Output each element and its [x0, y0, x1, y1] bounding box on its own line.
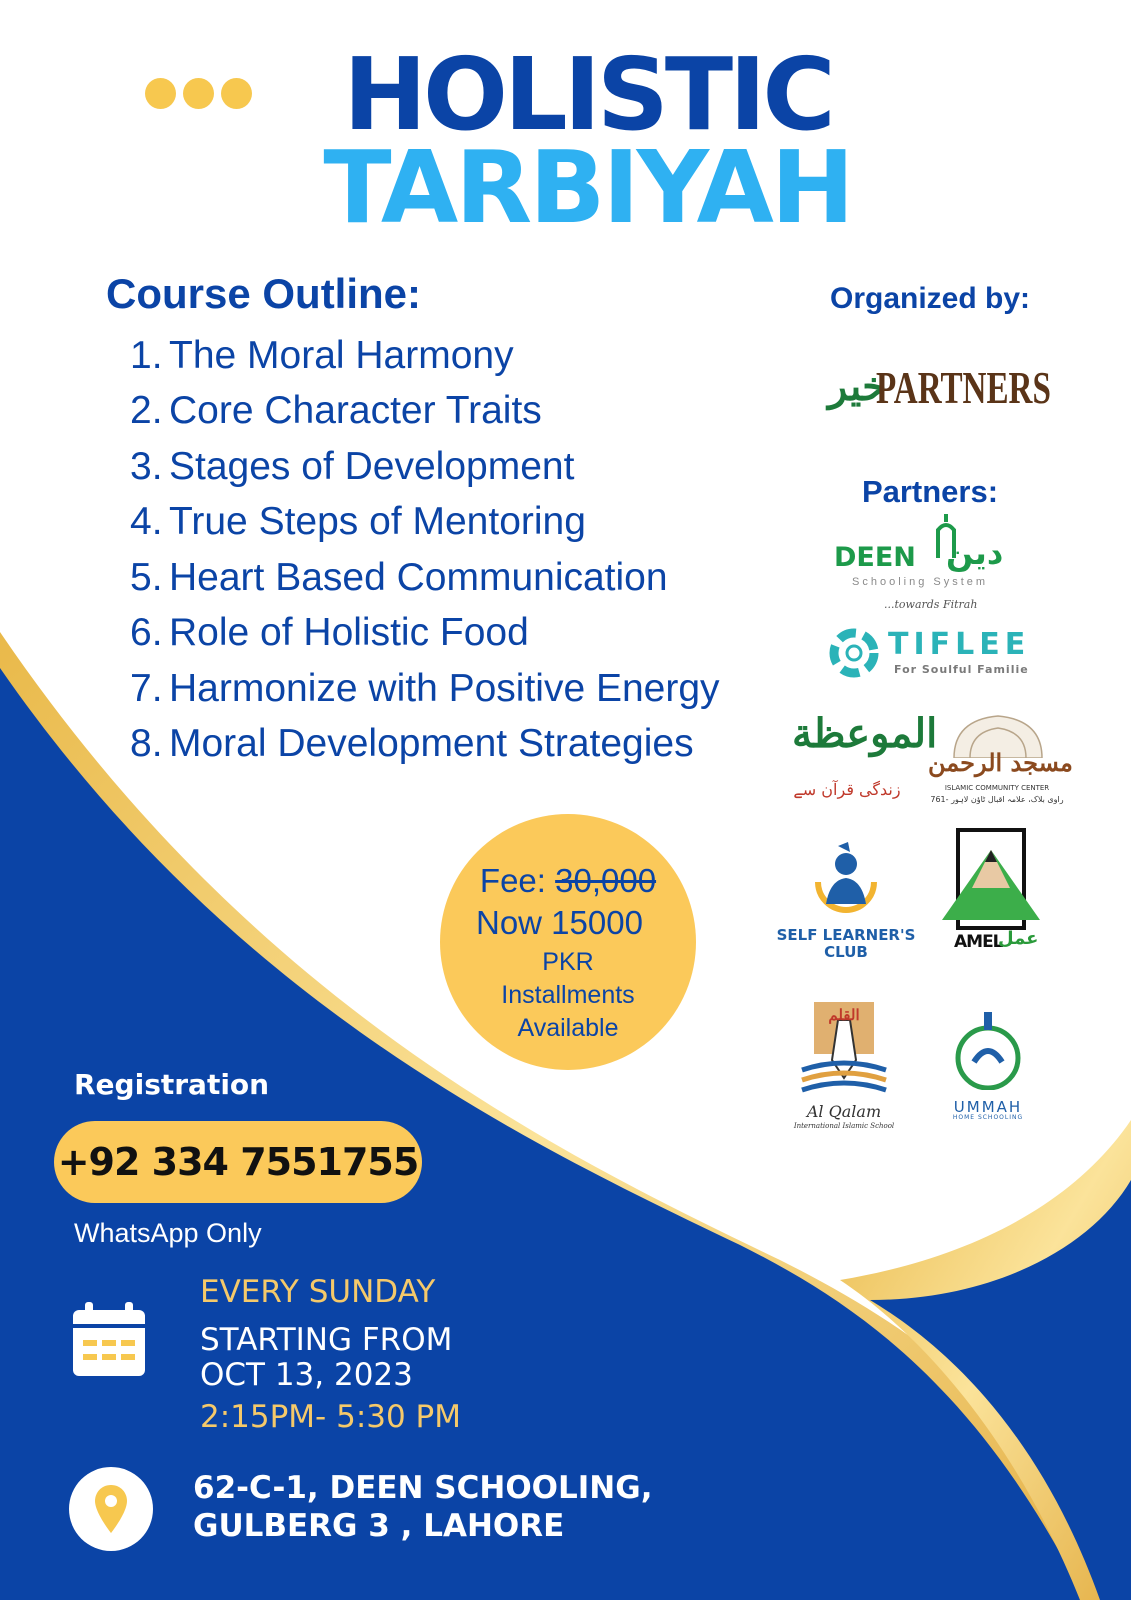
- course-outline-heading: Course Outline:: [106, 270, 422, 317]
- registration-label: Registration: [74, 1068, 270, 1101]
- fee-line: Fee: 30,000: [479, 862, 657, 899]
- available-text: Available: [517, 1014, 619, 1042]
- tiflee-logo: TIFLEE For Soulful Familie: [828, 625, 1038, 681]
- list-item: 2. Core Character Traits: [130, 389, 542, 433]
- list-item: 4. True Steps of Mentoring: [130, 500, 586, 544]
- al-qalam-logo: القلم Al Qalam International Islamic School: [784, 1000, 904, 1136]
- organized-by-heading: Organized by:: [829, 282, 1031, 315]
- tiflee-swirl-icon: [828, 627, 880, 679]
- ummah-emblem-icon: [952, 1010, 1024, 1090]
- new-price: Now 15000: [476, 904, 643, 941]
- list-item: 3. Stages of Development: [130, 444, 575, 488]
- deen-schooling-logo: DEEN دین Schooling System ...towards Fitrah: [830, 512, 1030, 612]
- list-item: 8. Moral Development Strategies: [130, 722, 694, 766]
- currency: PKR: [542, 948, 594, 976]
- dot: [145, 78, 176, 109]
- location-badge: [69, 1467, 153, 1551]
- partners-heading: Partners:: [861, 474, 999, 509]
- list-item: 1. The Moral Harmony: [130, 333, 514, 377]
- reader-icon: [804, 842, 888, 916]
- khair-partners-logo: [828, 355, 1051, 435]
- al-mauizah-logo: الموعظة زندگی قرآن سے: [792, 710, 938, 799]
- schedule-date: OCT 13, 2023: [200, 1357, 413, 1393]
- course-outline-list: [130, 328, 720, 772]
- schedule-starting: STARTING FROM: [200, 1322, 453, 1358]
- islamic-community-center-logo: مسجد الرحمن ISLAMIC COMMUNITY CENTER 761- راوی بلاک، علامہ اقبال ٹاؤن لاہور: [928, 714, 1066, 808]
- location-pin-icon: [93, 1483, 129, 1535]
- installments-text: Installments: [501, 981, 635, 1009]
- old-price: 30,000: [555, 862, 657, 899]
- self-learners-club-logo: SELF LEARNER'S CLUB: [776, 842, 916, 960]
- phone-number[interactable]: +92 334 7551755: [54, 1121, 422, 1203]
- list-item: 7. Harmonize with Positive Energy: [130, 666, 720, 710]
- calendar-icon: [71, 1302, 147, 1378]
- list-item: 6. Role of Holistic Food: [130, 611, 529, 655]
- title-line-2: TARBIYAH: [323, 129, 852, 246]
- title-line-1: HOLISTIC: [343, 36, 832, 153]
- whatsapp-only-note: WhatsApp Only: [74, 1218, 262, 1248]
- fee-badge: [440, 814, 696, 1070]
- schedule-day: EVERY SUNDAY: [200, 1274, 436, 1310]
- list-item: 5. Heart Based Communication: [130, 555, 668, 599]
- schedule-time: 2:15PM- 5:30 PM: [200, 1399, 462, 1435]
- address-line-1: 62-C-1, DEEN SCHOOLING,: [193, 1470, 653, 1506]
- khair-urdu: خیر: [828, 363, 887, 410]
- amel-logo: AMEL عمل: [938, 828, 1044, 956]
- address-line-2: GULBERG 3 , LAHORE: [193, 1508, 565, 1544]
- ummah-homeschooling-logo: UMMAH HOME SCHOOLING: [928, 1010, 1048, 1120]
- partners-wordmark: PARTNERS: [876, 362, 1051, 413]
- pencil-triangle-icon: [938, 828, 1044, 932]
